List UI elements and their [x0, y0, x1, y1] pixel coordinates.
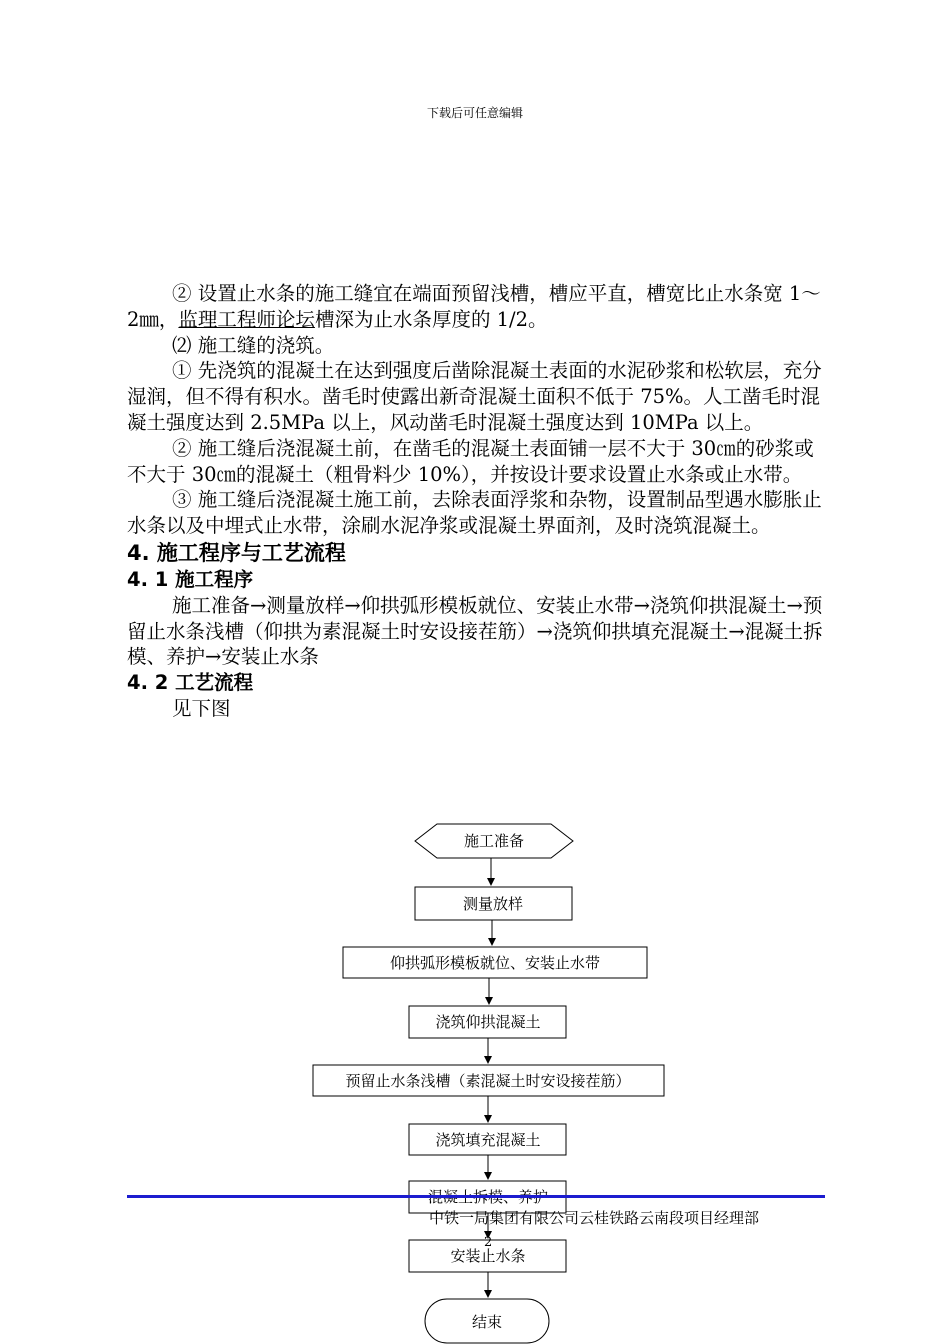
paragraph-text: 槽深为止水条厚度的 1/2。	[314, 307, 548, 331]
paragraph-text: ② 设置止水条的施工缝宜在端面预留浅槽，槽应平直，槽宽比止水条宽 1～2㎜，	[127, 282, 821, 331]
flow-start-label: 施工准备	[463, 832, 525, 850]
flow-end-label: 结束	[471, 1313, 503, 1331]
flow-step-7-label: 安装止水条	[450, 1247, 526, 1265]
paragraph-joint-pouring: ⑵ 施工缝的浇筑。	[172, 333, 335, 357]
section-heading-4-1: 4. 1 施工程序	[127, 567, 254, 591]
flow-step-1-label: 测量放样	[462, 895, 524, 913]
footer-company: 中铁一局集团有限公司云桂铁路云南段项目经理部	[429, 1209, 760, 1227]
footer-divider	[127, 1195, 825, 1198]
paragraph-chiseling: ① 先浇筑的混凝土在达到强度后凿除混凝土表面的水泥砂浆和松软层，充分湿润，但不得有积水。凿毛时使露出新奇混凝土面积不低于 75%。人工凿毛时混凝土强度达到 2.5MPa 以上，风动凿毛时混凝土强度达到 10MPa 以上。	[127, 359, 822, 434]
section-heading-4-2: 4. 2 工艺流程	[127, 671, 254, 695]
header-note: 下载后可任意编辑	[426, 106, 523, 120]
flow-step-5-label: 浇筑填充混凝土	[435, 1131, 541, 1149]
forum-link[interactable]: 监理工程师论坛	[178, 307, 315, 331]
flow-step-2-label: 仰拱弧形模板就位、安装止水带	[389, 954, 601, 972]
paragraph-see-below: 见下图	[172, 696, 231, 720]
paragraph-procedure: 施工准备→测量放样→仰拱弧形模板就位、安装止水带→浇筑仰拱混凝土→预留止水条浅槽（仰拱为素混凝土时安设接茬筋）→浇筑仰拱填充混凝土→混凝土拆模、养护→安装止水条	[127, 593, 823, 669]
flow-step-4-label: 预留止水条浅槽（素混凝土时安设接茬筋）	[345, 1072, 631, 1090]
page-number: 2	[484, 1235, 493, 1250]
paragraph-water-stop: ③ 施工缝后浇混凝土施工前，去除表面浮浆和杂物，设置制品型遇水膨胀止水条以及中埋式止水带，涂刷水泥净浆或混凝土界面剂，及时浇筑混凝土。	[127, 488, 822, 538]
paragraph-mortar-layer: ② 施工缝后浇混凝土前，在凿毛的混凝土表面铺一层不大于 30㎝的砂浆或不大于 30㎝的混凝土（粗骨料少 10%），并按设计要求设置止水条或止水带。	[127, 436, 814, 486]
section-heading-4: 4. 施工程序与工艺流程	[127, 540, 346, 565]
flow-step-3-label: 浇筑仰拱混凝土	[435, 1013, 541, 1031]
